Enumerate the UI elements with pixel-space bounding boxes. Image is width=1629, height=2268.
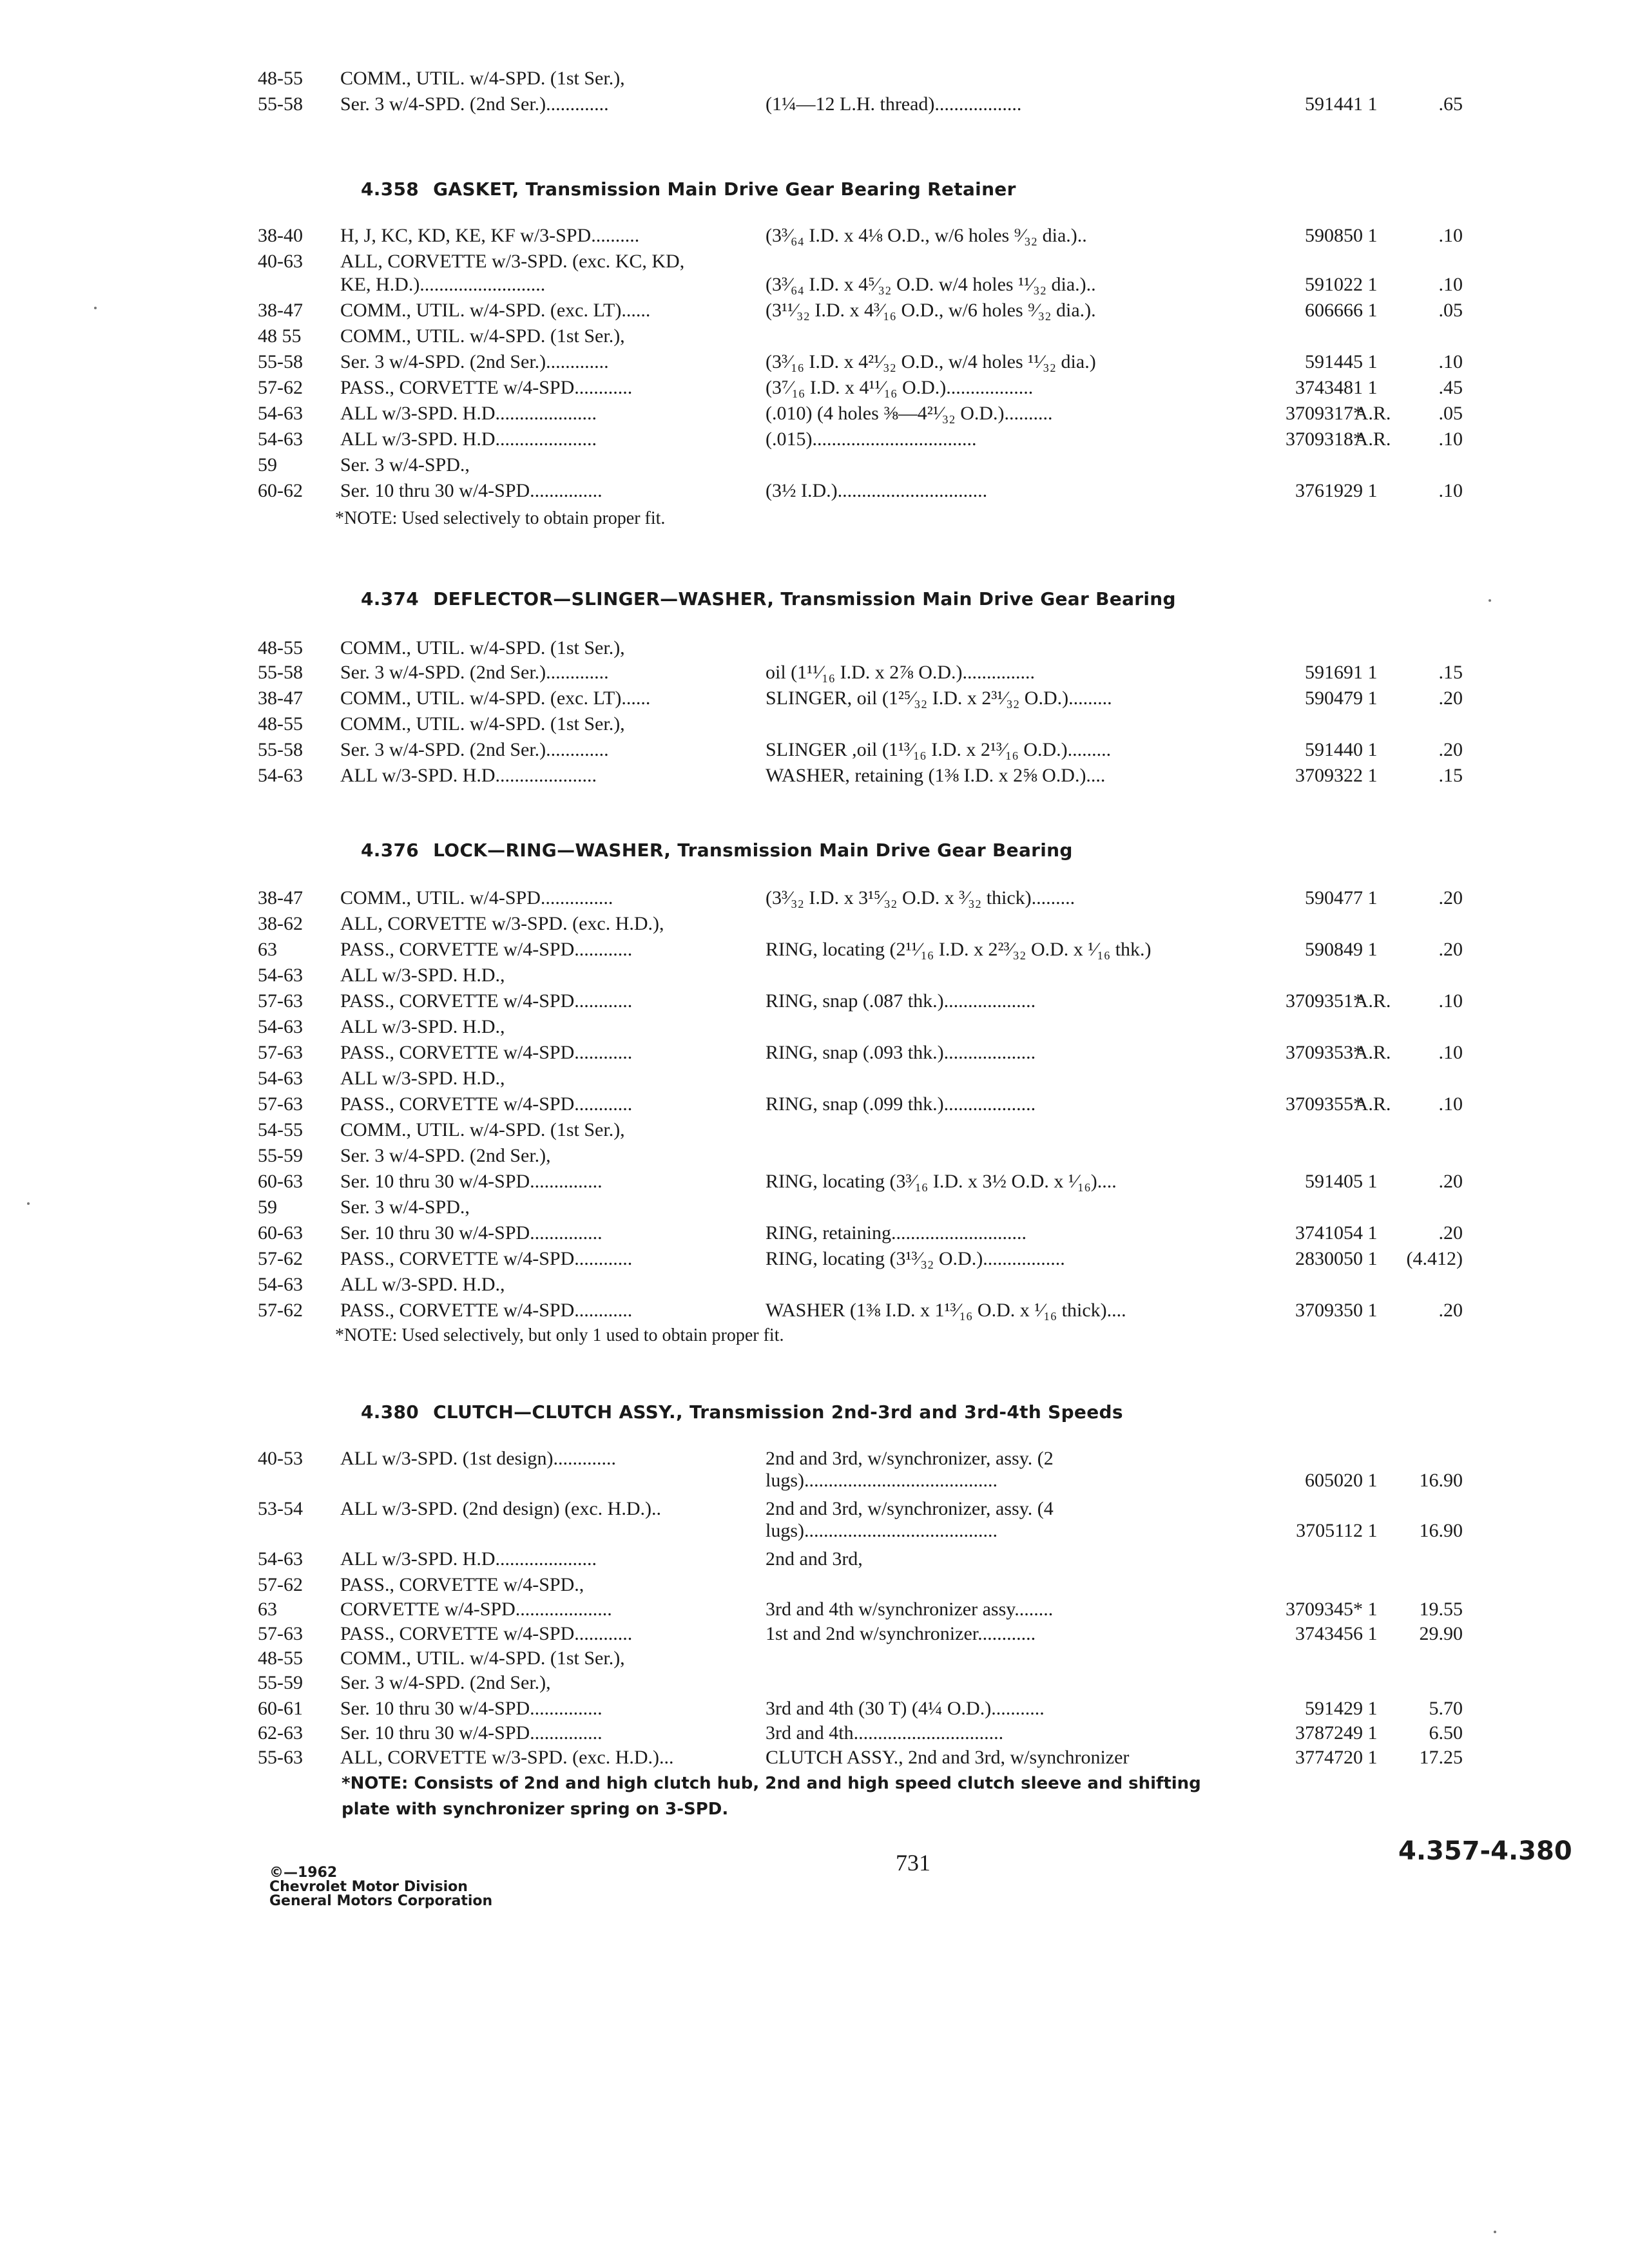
scan-speck bbox=[27, 1202, 30, 1205]
parts-row bbox=[0, 375, 1629, 401]
application: PASS., CORVETTE w/4-SPD............ bbox=[340, 1248, 633, 1269]
price: .10 bbox=[1438, 225, 1463, 246]
year-range: 38-40 bbox=[258, 225, 303, 246]
parts-row bbox=[0, 223, 1629, 249]
application: ALL w/3-SPD. H.D., bbox=[340, 1016, 505, 1037]
year-range: 55-59 bbox=[258, 1145, 303, 1166]
year-range: 60-62 bbox=[258, 480, 303, 501]
part-number: 591405 bbox=[1305, 1171, 1363, 1192]
page-number: 731 bbox=[896, 1850, 930, 1876]
price: .10 bbox=[1438, 480, 1463, 501]
year-range: 55-59 bbox=[258, 1672, 303, 1693]
application: COMM., UTIL. w/4-SPD. (1st Ser.), bbox=[340, 637, 625, 658]
application: Ser. 3 w/4-SPD., bbox=[340, 454, 470, 476]
quantity: 1 bbox=[1367, 1747, 1378, 1768]
description: lugs)........................................ bbox=[766, 1470, 998, 1491]
price: .05 bbox=[1438, 403, 1463, 424]
section-note: *NOTE: Used selectively, but only 1 used to obtain proper fit. bbox=[335, 1325, 784, 1345]
application: ALL w/3-SPD. H.D., bbox=[340, 965, 505, 986]
application: ALL w/3-SPD. H.D..................... bbox=[340, 1548, 597, 1570]
part-number: 591441 bbox=[1305, 93, 1363, 115]
section-range: 4.357-4.380 bbox=[1398, 1836, 1572, 1866]
year-range: 57-62 bbox=[258, 1574, 303, 1595]
quantity: 1 bbox=[1367, 739, 1378, 760]
parts-row bbox=[0, 660, 1629, 686]
application: ALL w/3-SPD. (1st design)............. bbox=[340, 1448, 617, 1469]
publisher-block bbox=[269, 1866, 492, 1908]
year-range: 40-53 bbox=[258, 1448, 303, 1469]
year-range: 57-62 bbox=[258, 377, 303, 398]
part-number: 3709322 bbox=[1295, 765, 1363, 786]
description: WASHER, retaining (1⅜ I.D. x 2⅝ O.D.).... bbox=[766, 765, 1106, 786]
section-heading bbox=[361, 586, 1176, 612]
description: (.015).................................. bbox=[766, 428, 977, 450]
description: lugs)........................................ bbox=[766, 1520, 998, 1541]
application: H, J, KC, KD, KE, KF w/3-SPD.......... bbox=[340, 225, 640, 246]
copyright: ©—1962 bbox=[269, 1865, 338, 1881]
year-range: 48-55 bbox=[258, 713, 303, 735]
price: 19.55 bbox=[1419, 1599, 1463, 1620]
application: PASS., CORVETTE w/4-SPD............ bbox=[340, 1093, 633, 1115]
corporation-name: General Motors Corporation bbox=[269, 1893, 493, 1909]
part-number: 590850 bbox=[1305, 225, 1363, 246]
price: .20 bbox=[1438, 687, 1463, 709]
year-range: 57-63 bbox=[258, 990, 303, 1012]
price: .20 bbox=[1438, 1300, 1463, 1321]
description: CLUTCH ASSY., 2nd and 3rd, w/synchronizer bbox=[766, 1747, 1130, 1768]
price: 17.25 bbox=[1419, 1747, 1463, 1768]
application: ALL, CORVETTE w/3-SPD. (exc. H.D.), bbox=[340, 913, 664, 934]
part-number: 3709351* bbox=[1286, 990, 1363, 1012]
part-number: 590477 bbox=[1305, 887, 1363, 908]
section-title: DEFLECTOR—SLINGER—WASHER, bbox=[433, 588, 775, 610]
parts-row bbox=[0, 249, 1629, 274]
description: RING, retaining............................ bbox=[766, 1222, 1027, 1244]
application: Ser. 10 thru 30 w/4-SPD............... bbox=[340, 480, 602, 501]
application: COMM., UTIL. w/4-SPD. (1st Ser.), bbox=[340, 1119, 625, 1140]
price: (4.412) bbox=[1406, 1248, 1463, 1269]
year-range: 55-58 bbox=[258, 739, 303, 760]
year-range: 54-63 bbox=[258, 1016, 303, 1037]
parts-row bbox=[0, 1091, 1629, 1117]
quantity: 1 bbox=[1367, 1470, 1378, 1491]
section-number: 4.358 bbox=[361, 178, 419, 200]
section-subtitle: Transmission Main Drive Gear Bearing bbox=[780, 588, 1176, 610]
section-subtitle: Transmission Main Drive Gear Bearing bbox=[677, 840, 1073, 861]
quantity: 1 bbox=[1367, 1698, 1378, 1719]
year-range: 57-62 bbox=[258, 1300, 303, 1321]
part-number: 3774720 bbox=[1295, 1747, 1363, 1768]
parts-row bbox=[0, 988, 1629, 1014]
year-range: 63 bbox=[258, 939, 277, 960]
application: ALL, CORVETTE w/3-SPD. (exc. H.D.)... bbox=[340, 1747, 674, 1768]
description: SLINGER ,oil (1¹³⁄₁₆ I.D. x 2¹³⁄₁₆ O.D.)......... bbox=[766, 739, 1112, 760]
price: .10 bbox=[1438, 990, 1463, 1012]
application: Ser. 3 w/4-SPD. (2nd Ser.)............. bbox=[340, 351, 609, 372]
application: COMM., UTIL. w/4-SPD. (exc. LT)...... bbox=[340, 300, 651, 321]
quantity: 1 bbox=[1367, 939, 1378, 960]
section-heading bbox=[361, 838, 1073, 863]
description: (1¼—12 L.H. thread).................. bbox=[766, 93, 1022, 115]
quantity: A.R. bbox=[1354, 990, 1391, 1012]
description: 3rd and 4th (30 T) (4¼ O.D.)........... bbox=[766, 1698, 1045, 1719]
description: 3rd and 4th............................... bbox=[766, 1722, 1004, 1744]
parts-row bbox=[0, 1745, 1629, 1771]
parts-row bbox=[0, 711, 1629, 737]
description: RING, snap (.093 thk.)................... bbox=[766, 1042, 1036, 1063]
year-range: 55-58 bbox=[258, 662, 303, 683]
parts-row bbox=[0, 1014, 1629, 1040]
quantity: 1 bbox=[1367, 765, 1378, 786]
parts-row bbox=[0, 1246, 1629, 1272]
parts-row bbox=[0, 1117, 1629, 1143]
quantity: 1 bbox=[1367, 1623, 1378, 1644]
description: WASHER (1⅜ I.D. x 1¹³⁄₁₆ O.D. x ¹⁄₁₆ thick).... bbox=[766, 1300, 1126, 1321]
section-number: 4.374 bbox=[361, 588, 419, 610]
price: .20 bbox=[1438, 939, 1463, 960]
year-range: 62-63 bbox=[258, 1722, 303, 1744]
part-number: 3741054 bbox=[1295, 1222, 1363, 1244]
year-range: 38-62 bbox=[258, 913, 303, 934]
price: .15 bbox=[1438, 662, 1463, 683]
parts-row bbox=[0, 1597, 1629, 1622]
year-range: 38-47 bbox=[258, 300, 303, 321]
section-subtitle: Transmission 2nd-3rd and 3rd-4th Speeds bbox=[689, 1401, 1123, 1423]
application: COMM., UTIL. w/4-SPD............... bbox=[340, 887, 613, 908]
quantity: 1 bbox=[1367, 1248, 1378, 1269]
parts-row bbox=[0, 401, 1629, 427]
description: RING, locating (2¹¹⁄₁₆ I.D. x 2²³⁄₃₂ O.D. x ¹⁄₁₆ thk.) bbox=[766, 939, 1152, 960]
quantity: 1 bbox=[1367, 225, 1378, 246]
parts-row bbox=[0, 1298, 1629, 1323]
section-title: LOCK—RING—WASHER, bbox=[433, 840, 671, 861]
year-range: 54-63 bbox=[258, 1274, 303, 1295]
quantity: A.R. bbox=[1354, 403, 1391, 424]
description: (3³⁄₆₄ I.D. x 4⁵⁄₃₂ O.D. w/4 holes ¹¹⁄₃₂ dia.).. bbox=[766, 274, 1096, 295]
parts-row bbox=[0, 1220, 1629, 1246]
application: COMM., UTIL. w/4-SPD. (1st Ser.), bbox=[340, 1648, 625, 1669]
parts-row bbox=[0, 478, 1629, 504]
description: RING, snap (.087 thk.)................... bbox=[766, 990, 1036, 1012]
year-range: 55-58 bbox=[258, 351, 303, 372]
section-number: 4.380 bbox=[361, 1401, 419, 1423]
year-range: 60-61 bbox=[258, 1698, 303, 1719]
part-number: 3705112 bbox=[1296, 1520, 1363, 1541]
price: 29.90 bbox=[1419, 1623, 1463, 1644]
quantity: 1 bbox=[1367, 300, 1378, 321]
scan-speck bbox=[94, 307, 97, 309]
description: (3³⁄₁₆ I.D. x 4²¹⁄₃₂ O.D., w/4 holes ¹¹⁄₃₂ dia.) bbox=[766, 351, 1096, 372]
application: ALL w/3-SPD. H.D., bbox=[340, 1274, 505, 1295]
part-number: 2830050 bbox=[1295, 1248, 1363, 1269]
year-range: 60-63 bbox=[258, 1171, 303, 1192]
year-range: 38-47 bbox=[258, 687, 303, 709]
section-subtitle: Transmission Main Drive Gear Bearing Retainer bbox=[525, 178, 1016, 200]
part-number: 591691 bbox=[1305, 662, 1363, 683]
year-range: 38-47 bbox=[258, 887, 303, 908]
application: Ser. 3 w/4-SPD., bbox=[340, 1196, 470, 1218]
part-number: 3743481 bbox=[1295, 377, 1363, 398]
description: oil (1¹¹⁄₁₆ I.D. x 2⅞ O.D.)............... bbox=[766, 662, 1036, 683]
quantity: 1 bbox=[1367, 1300, 1378, 1321]
part-number: 3709353* bbox=[1286, 1042, 1363, 1063]
part-number: 591440 bbox=[1305, 739, 1363, 760]
quantity: 1 bbox=[1367, 662, 1378, 683]
application: ALL w/3-SPD. H.D..................... bbox=[340, 428, 597, 450]
description: (3³⁄₆₄ I.D. x 4⅛ O.D., w/6 holes ⁹⁄₃₂ dia.).. bbox=[766, 225, 1087, 246]
application: PASS., CORVETTE w/4-SPD............ bbox=[340, 1623, 633, 1644]
quantity: 1 bbox=[1367, 274, 1378, 295]
part-number: 3709317* bbox=[1286, 403, 1363, 424]
quantity: 1 bbox=[1367, 1171, 1378, 1192]
parts-row bbox=[0, 1066, 1629, 1091]
description: SLINGER, oil (1²⁵⁄₃₂ I.D. x 2³¹⁄₃₂ O.D.)......... bbox=[766, 687, 1112, 709]
application: Ser. 3 w/4-SPD. (2nd Ser.), bbox=[340, 1672, 551, 1693]
application: PASS., CORVETTE w/4-SPD., bbox=[340, 1574, 584, 1595]
parts-row bbox=[0, 349, 1629, 375]
parts-row bbox=[0, 763, 1629, 789]
parts-row bbox=[0, 298, 1629, 323]
parts-row bbox=[0, 1720, 1629, 1746]
part-number: 3709350 bbox=[1295, 1300, 1363, 1321]
description: 3rd and 4th w/synchronizer assy........ bbox=[766, 1599, 1054, 1620]
application: Ser. 10 thru 30 w/4-SPD............... bbox=[340, 1698, 602, 1719]
section-number: 4.376 bbox=[361, 840, 419, 861]
price: .05 bbox=[1438, 300, 1463, 321]
parts-row bbox=[0, 1518, 1629, 1544]
part-number: 3709345* bbox=[1286, 1599, 1363, 1620]
year-range: 63 bbox=[258, 1599, 277, 1620]
application: PASS., CORVETTE w/4-SPD............ bbox=[340, 939, 633, 960]
application: PASS., CORVETTE w/4-SPD............ bbox=[340, 1300, 633, 1321]
application: Ser. 3 w/4-SPD. (2nd Ser.), bbox=[340, 1145, 551, 1166]
application: Ser. 3 w/4-SPD. (2nd Ser.)............. bbox=[340, 93, 609, 115]
year-range: 55-63 bbox=[258, 1747, 303, 1768]
application: KE, H.D.).......................... bbox=[340, 274, 546, 295]
application: CORVETTE w/4-SPD.................... bbox=[340, 1599, 612, 1620]
year-range: 54-63 bbox=[258, 765, 303, 786]
parts-row bbox=[0, 1195, 1629, 1220]
description: 2nd and 3rd, w/synchronizer, assy. (2 bbox=[766, 1448, 1054, 1469]
quantity: 1 bbox=[1367, 480, 1378, 501]
price: .20 bbox=[1438, 1222, 1463, 1244]
year-range: 54-63 bbox=[258, 1548, 303, 1570]
year-range: 40-63 bbox=[258, 251, 303, 272]
price: .20 bbox=[1438, 887, 1463, 908]
price: 16.90 bbox=[1419, 1520, 1463, 1541]
quantity: 1 bbox=[1367, 1599, 1378, 1620]
year-range: 54-63 bbox=[258, 403, 303, 424]
scan-speck bbox=[1494, 2231, 1496, 2233]
part-number: 3709318* bbox=[1286, 428, 1363, 450]
section-heading bbox=[361, 177, 1016, 202]
year-range: 48-55 bbox=[258, 68, 303, 89]
year-range: 59 bbox=[258, 1196, 277, 1218]
parts-row bbox=[0, 1572, 1629, 1598]
parts-row bbox=[0, 1646, 1629, 1671]
parts-row bbox=[0, 1621, 1629, 1647]
price: .20 bbox=[1438, 1171, 1463, 1192]
division-name: Chevrolet Motor Division bbox=[269, 1879, 468, 1895]
part-number: 591429 bbox=[1305, 1698, 1363, 1719]
parts-row bbox=[0, 937, 1629, 963]
description: (3¹¹⁄₃₂ I.D. x 4³⁄₁₆ O.D., w/6 holes ⁹⁄₃₂ dia.). bbox=[766, 300, 1096, 321]
quantity: A.R. bbox=[1354, 1093, 1391, 1115]
application: PASS., CORVETTE w/4-SPD............ bbox=[340, 377, 633, 398]
description: (.010) (4 holes ⅜—4²¹⁄₃₂ O.D.).......... bbox=[766, 403, 1053, 424]
part-number: 3761929 bbox=[1295, 480, 1363, 501]
parts-row bbox=[0, 91, 1629, 117]
description: (3½ I.D.)............................... bbox=[766, 480, 988, 501]
year-range: 53-54 bbox=[258, 1498, 303, 1519]
year-range: 59 bbox=[258, 454, 277, 476]
quantity: 1 bbox=[1367, 351, 1378, 372]
parts-row bbox=[0, 1040, 1629, 1066]
section-title: GASKET, bbox=[433, 178, 519, 200]
parts-row bbox=[0, 272, 1629, 298]
price: .45 bbox=[1438, 377, 1463, 398]
year-range: 60-63 bbox=[258, 1222, 303, 1244]
price: .10 bbox=[1438, 1093, 1463, 1115]
section-note: *NOTE: Used selectively to obtain proper fit. bbox=[335, 508, 666, 528]
description: RING, locating (3³⁄₁₆ I.D. x 3½ O.D. x ¹⁄₁₆).... bbox=[766, 1171, 1117, 1192]
year-range: 48-55 bbox=[258, 1648, 303, 1669]
parts-row bbox=[0, 963, 1629, 988]
parts-row bbox=[0, 911, 1629, 937]
parts-row bbox=[0, 427, 1629, 452]
parts-row bbox=[0, 885, 1629, 911]
part-number: 3787249 bbox=[1295, 1722, 1363, 1744]
quantity: 1 bbox=[1367, 887, 1378, 908]
parts-row bbox=[0, 1143, 1629, 1169]
parts-row bbox=[0, 1169, 1629, 1195]
parts-row bbox=[0, 686, 1629, 711]
section-title: CLUTCH—CLUTCH ASSY., bbox=[433, 1401, 683, 1423]
section-heading bbox=[361, 1399, 1123, 1425]
application: COMM., UTIL. w/4-SPD. (exc. LT)...... bbox=[340, 687, 651, 709]
year-range: 54-63 bbox=[258, 428, 303, 450]
part-number: 590849 bbox=[1305, 939, 1363, 960]
part-number: 605020 bbox=[1305, 1470, 1363, 1491]
description: 2nd and 3rd, w/synchronizer, assy. (4 bbox=[766, 1498, 1054, 1519]
application: ALL w/3-SPD. H.D..................... bbox=[340, 403, 597, 424]
parts-row bbox=[0, 1272, 1629, 1298]
quantity: A.R. bbox=[1354, 1042, 1391, 1063]
price: .10 bbox=[1438, 428, 1463, 450]
quantity: 1 bbox=[1367, 1520, 1378, 1541]
application: PASS., CORVETTE w/4-SPD............ bbox=[340, 990, 633, 1012]
price: .10 bbox=[1438, 274, 1463, 295]
part-number: 590479 bbox=[1305, 687, 1363, 709]
application: COMM., UTIL. w/4-SPD. (1st Ser.), bbox=[340, 325, 625, 347]
parts-row bbox=[0, 66, 1629, 91]
part-number: 606666 bbox=[1305, 300, 1363, 321]
year-range: 54-63 bbox=[258, 965, 303, 986]
application: ALL w/3-SPD. (2nd design) (exc. H.D.).. bbox=[340, 1498, 661, 1519]
year-range: 54-63 bbox=[258, 1068, 303, 1089]
year-range: 57-63 bbox=[258, 1042, 303, 1063]
parts-row bbox=[0, 1546, 1629, 1572]
description: (3⁷⁄₁₆ I.D. x 4¹¹⁄₁₆ O.D.).................. bbox=[766, 377, 1034, 398]
application: COMM., UTIL. w/4-SPD. (1st Ser.), bbox=[340, 713, 625, 735]
part-number: 591445 bbox=[1305, 351, 1363, 372]
year-range: 48 55 bbox=[258, 325, 302, 347]
scan-speck bbox=[1489, 599, 1491, 602]
quantity: 1 bbox=[1367, 687, 1378, 709]
parts-row bbox=[0, 323, 1629, 349]
description: (3³⁄₃₂ I.D. x 3¹⁵⁄₃₂ O.D. x ³⁄₃₂ thick)......... bbox=[766, 887, 1075, 908]
description: 2nd and 3rd, bbox=[766, 1548, 863, 1570]
application: Ser. 10 thru 30 w/4-SPD............... bbox=[340, 1722, 602, 1744]
price: .65 bbox=[1438, 93, 1463, 115]
application: COMM., UTIL. w/4-SPD. (1st Ser.), bbox=[340, 68, 625, 89]
section-note: *NOTE: Consists of 2nd and high clutch hub, 2nd and high speed clutch sleeve and shifting plate with synchronizer spring on 3-SPD. bbox=[342, 1774, 1201, 1819]
application: Ser. 3 w/4-SPD. (2nd Ser.)............. bbox=[340, 662, 609, 683]
parts-row bbox=[0, 1696, 1629, 1722]
description: 1st and 2nd w/synchronizer............ bbox=[766, 1623, 1036, 1644]
price: 6.50 bbox=[1429, 1722, 1463, 1744]
year-range: 57-62 bbox=[258, 1248, 303, 1269]
application: Ser. 10 thru 30 w/4-SPD............... bbox=[340, 1171, 602, 1192]
description: RING, snap (.099 thk.)................... bbox=[766, 1093, 1036, 1115]
price: .20 bbox=[1438, 739, 1463, 760]
year-range: 48-55 bbox=[258, 637, 303, 658]
application: ALL w/3-SPD. H.D..................... bbox=[340, 765, 597, 786]
parts-row bbox=[0, 635, 1629, 661]
description: RING, locating (3¹³⁄₃₂ O.D.)................. bbox=[766, 1248, 1065, 1269]
price: 16.90 bbox=[1419, 1470, 1463, 1491]
year-range: 57-63 bbox=[258, 1623, 303, 1644]
parts-row bbox=[0, 452, 1629, 478]
quantity: A.R. bbox=[1354, 428, 1391, 450]
parts-row bbox=[0, 737, 1629, 763]
application: Ser. 3 w/4-SPD. (2nd Ser.)............. bbox=[340, 739, 609, 760]
application: ALL w/3-SPD. H.D., bbox=[340, 1068, 505, 1089]
price: .15 bbox=[1438, 765, 1463, 786]
price: .10 bbox=[1438, 1042, 1463, 1063]
application: ALL, CORVETTE w/3-SPD. (exc. KC, KD, bbox=[340, 251, 685, 272]
parts-row bbox=[0, 1468, 1629, 1494]
quantity: 1 bbox=[1367, 93, 1378, 115]
quantity: 1 bbox=[1367, 377, 1378, 398]
price: .10 bbox=[1438, 351, 1463, 372]
year-range: 57-63 bbox=[258, 1093, 303, 1115]
application: Ser. 10 thru 30 w/4-SPD............... bbox=[340, 1222, 602, 1244]
parts-row bbox=[0, 1670, 1629, 1696]
application: PASS., CORVETTE w/4-SPD............ bbox=[340, 1042, 633, 1063]
price: 5.70 bbox=[1429, 1698, 1463, 1719]
part-number: 3709355* bbox=[1286, 1093, 1363, 1115]
year-range: 54-55 bbox=[258, 1119, 303, 1140]
part-number: 3743456 bbox=[1295, 1623, 1363, 1644]
quantity: 1 bbox=[1367, 1722, 1378, 1744]
year-range: 55-58 bbox=[258, 93, 303, 115]
quantity: 1 bbox=[1367, 1222, 1378, 1244]
part-number: 591022 bbox=[1305, 274, 1363, 295]
